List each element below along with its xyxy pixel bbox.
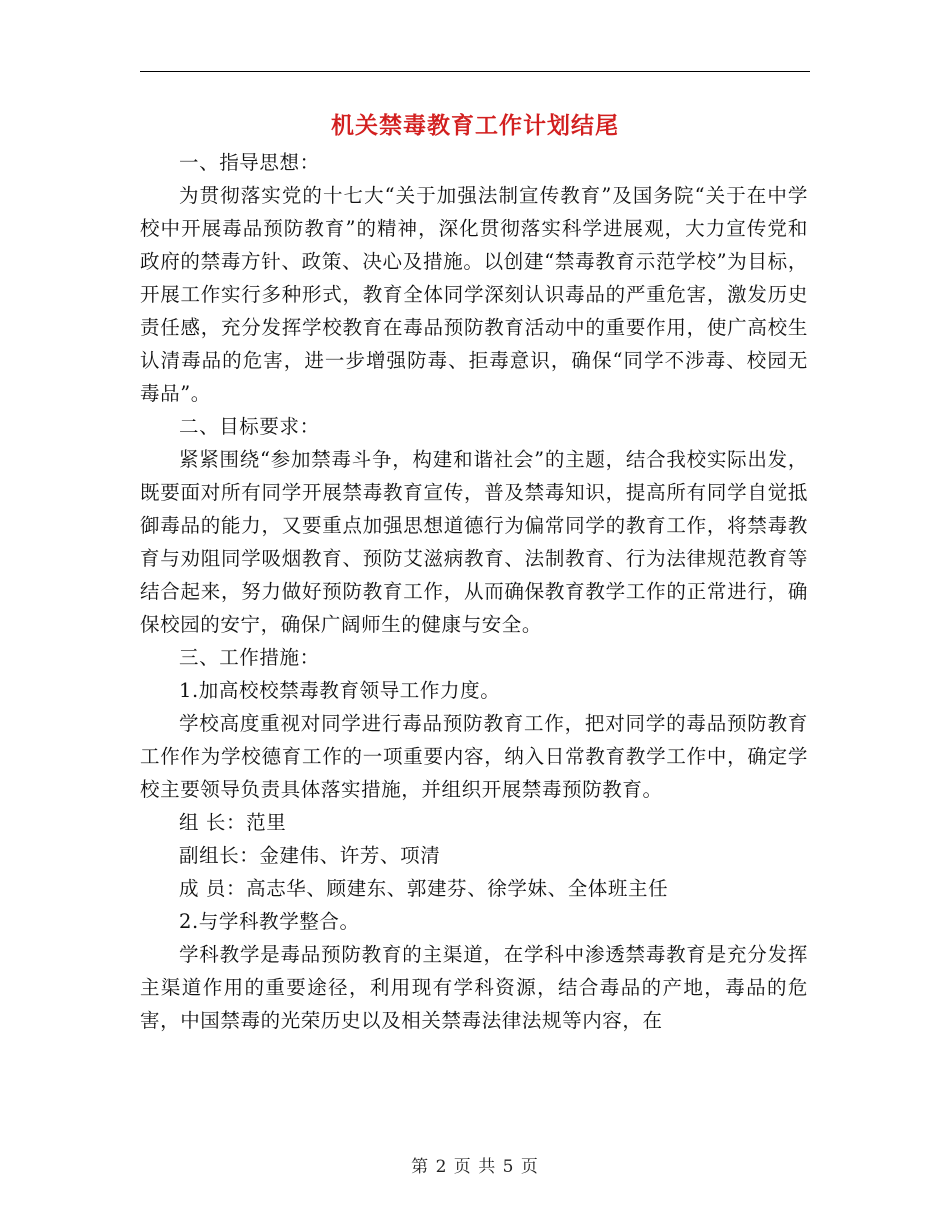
subheading-subject-integration: 2.与学科教学整合。	[179, 910, 360, 933]
section-heading-guiding-ideology: 一、指导思想：	[179, 151, 320, 174]
header-rule	[140, 71, 810, 72]
document-body	[140, 146, 808, 1037]
page-number-footer: 第 2 页 共 5 页	[411, 1157, 539, 1177]
section-heading-measures: 三、工作措施：	[179, 646, 320, 669]
team-leader-line: 组 长：范里	[179, 811, 287, 834]
document-title: 机关禁毒教育工作计划结尾	[331, 112, 619, 139]
paragraph-subject-integration: 学科教学是毒品预防教育的主渠道，在学科中渗透禁毒教育是充分发挥主渠道作用的重要途径，利用现有学科资源，结合毒品的产地，毒品的危害，中国禁毒的光荣历史以及相关禁毒法律法规等内容，在	[140, 943, 808, 1032]
subheading-leadership: 1.加高校校禁毒教育领导工作力度。	[179, 679, 501, 702]
deputy-leader-line: 副组长：金建伟、许芳、项清	[179, 844, 441, 867]
paragraph-goals: 紧紧围绕“参加禁毒斗争，构建和谐社会”的主题，结合我校实际出发， 既要面对所有同学开展禁毒教育宣传，普及禁毒知识，提高所有同学自觉抵御毒品的能力，又要重点加强思想道德行为偏常同学的教育工作，将禁毒教育与劝阻同学吸烟教育、预防艾滋病教育、法制教育、行为法律规范教育等结合起来，努力做好预防教育工作，从而确保教育教学工作的正常进行，确保校园的安宁，确保广阔师生的健康与安全。	[140, 448, 808, 636]
paragraph-leadership: 学校高度重视对同学进行毒品预防教育工作，把对同学的毒品预防教育工作作为学校德育工作的一项重要内容，纳入日常教育教学工作中，确定学校主要领导负责具体落实措施，并组织开展禁毒预防教育。	[140, 712, 808, 801]
members-line: 成 员：高志华、顾建东、郭建芬、徐学妹、全体班主任	[179, 877, 669, 900]
section-heading-goals: 二、目标要求：	[179, 415, 320, 438]
paragraph-guiding-ideology: 为贯彻落实党的十七大“关于加强法制宣传教育”及国务院“关于在中学校中开展毒品预防教育”的精神，深化贯彻落实科学进展观，大力宣传党和政府的禁毒方针、政策、决心及措施。以创建“禁毒教育示范学校”为目标，开展工作实行多种形式，教育全体同学深刻认识毒品的严重危害，激发历史责任感，充分发挥学校教育在毒品预防教育活动中的重要作用，使广高校生认清毒品的危害，进一步增强防毒、拒毒意识，确保“同学不涉毒、校园无毒品”。	[140, 184, 808, 405]
